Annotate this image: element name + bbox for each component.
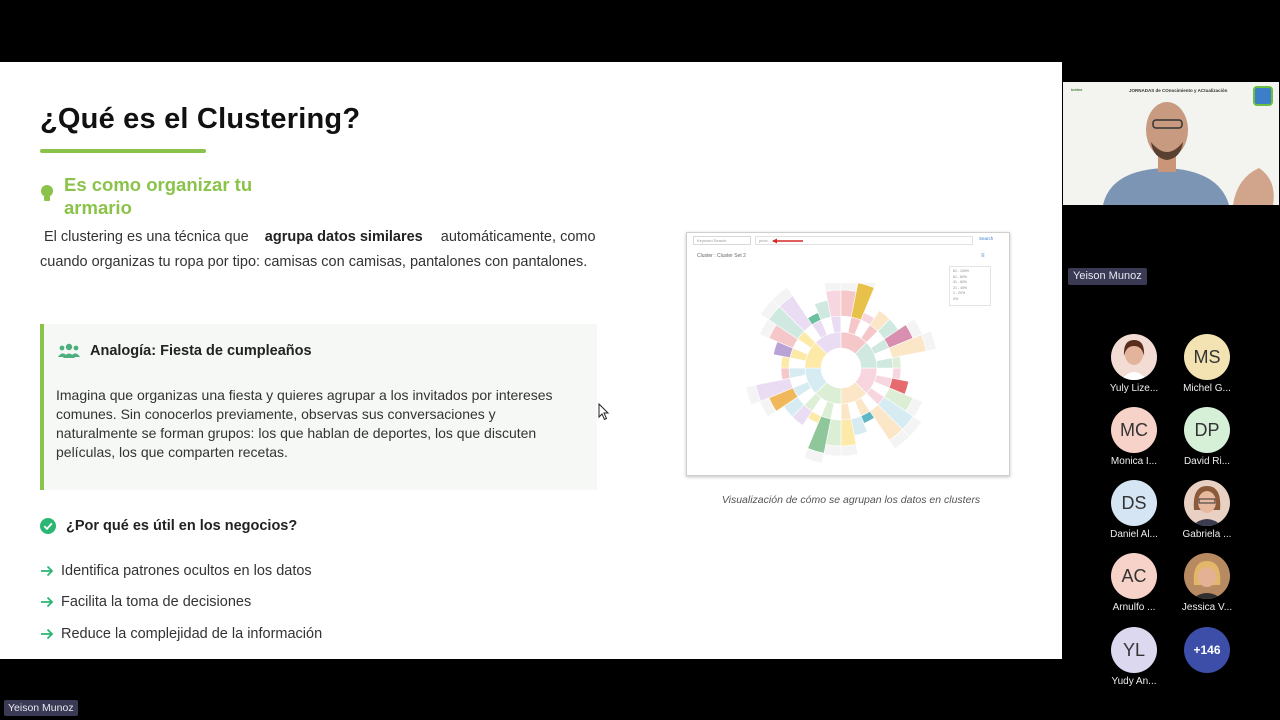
legend-item: 81 - 100%: [953, 269, 969, 273]
analogy-text: Imagina que organizas una fiesta y quieres agrupar a los invitados por intereses comunes. Sin conocerlos previamente, observas sus conversaciones y naturalmente se forman grupos: los que hablan de deportes, los que discuten películas, los que comparten recetas.: [56, 387, 553, 460]
speaker-video[interactable]: [1063, 82, 1279, 205]
why-header: [40, 518, 297, 534]
arrow-right-icon: [40, 596, 54, 608]
participant-tile[interactable]: [1167, 480, 1247, 540]
participant-name: Gabriela ...: [1182, 529, 1232, 540]
embedded-search-button: Search: [979, 236, 994, 241]
legend-item: 41 - 60%: [953, 280, 968, 284]
participant-photo: [1184, 553, 1230, 599]
presenter-name-tag: Yeison Munoz: [4, 700, 78, 716]
intro-paragraph: [40, 225, 600, 275]
benefit-text: Reduce la complejidad de la información: [61, 625, 323, 642]
avatar: [1184, 553, 1230, 599]
participant-name: David Ri...: [1183, 456, 1231, 467]
participant-name: Yudy An...: [1111, 676, 1157, 687]
avatar: DP: [1184, 407, 1230, 453]
participant-name: Michel G...: [1183, 383, 1231, 394]
speaker-name-tag: Yeison Munoz: [1068, 268, 1147, 285]
legend-item: 61 - 80%: [953, 274, 968, 279]
check-circle-icon: [40, 518, 56, 534]
embedded-field: price: [755, 236, 973, 245]
participant-tile[interactable]: [1094, 553, 1174, 613]
avatar: AC: [1111, 553, 1157, 599]
benefits-list: [40, 555, 322, 650]
benefit-text: Identifica patrones ocultos en los datos: [61, 562, 312, 579]
cluster-visualization-image: [686, 232, 1010, 476]
analogy-title: Analogía: Fiesta de cumpleaños: [90, 343, 312, 359]
legend-item: 1 - 20%: [953, 291, 966, 295]
why-title: ¿Por qué es útil en los negocios?: [66, 518, 298, 534]
users-icon: [58, 343, 80, 359]
participant-tile[interactable]: [1094, 627, 1174, 687]
sunburst-segment: [892, 356, 901, 368]
embedded-legend: [949, 266, 991, 306]
slide-title: ¿Qué es el Clustering?: [40, 103, 361, 135]
participant-photo: [1184, 480, 1230, 526]
avatar: YL: [1111, 627, 1157, 673]
shared-slide: [0, 62, 1062, 659]
avatar: MS: [1184, 334, 1230, 380]
sunburst-center: [822, 349, 860, 387]
avatar: [1111, 334, 1157, 380]
analogy-header: [58, 343, 312, 359]
embedded-cluster-label: Cluster : Cluster Set 2: [697, 253, 746, 259]
participant-tile[interactable]: [1094, 480, 1174, 540]
participant-tile[interactable]: [1094, 407, 1174, 467]
participant-tile[interactable]: [1094, 334, 1174, 394]
legend-item: 0%: [953, 296, 959, 301]
participant-tile[interactable]: [1167, 407, 1247, 467]
subheading-text: Es como organizar tu armario: [64, 174, 253, 218]
participant-name: Yuly Lize...: [1109, 383, 1159, 394]
sunburst-segment: [781, 368, 790, 380]
list-item: [40, 618, 322, 650]
speaker-logo: icetex: [1071, 87, 1083, 92]
image-caption: Visualización de cómo se agrupan los datos en clusters: [721, 494, 981, 506]
red-arrow-icon: [771, 238, 805, 244]
analogy-box: [40, 324, 597, 490]
intro-text-start: El clustering es una técnica que: [44, 229, 249, 245]
participant-name: Monica I...: [1110, 456, 1158, 467]
mouse-cursor-icon: [598, 403, 610, 421]
intro-text-rest: como cuando organizas tu ropa por tipo: camisas con camisas, pantalones con pantalones.: [40, 229, 596, 270]
avatar: [1184, 480, 1230, 526]
intro-text-bold: agrupa datos similares: [264, 229, 423, 245]
title-underline: [40, 149, 206, 153]
participant-photo: [1111, 334, 1157, 380]
legend-item: 21 - 40%: [953, 285, 968, 290]
sunburst-segment: [824, 283, 841, 291]
participant-name: Arnulfo ...: [1112, 602, 1156, 613]
sunburst-graphic: [739, 283, 943, 469]
embedded-search-input: Keyword Search: [693, 236, 751, 245]
avatar: DS: [1111, 480, 1157, 526]
lightbulb-icon: [38, 183, 60, 207]
list-item: [40, 555, 322, 587]
sunburst-segment: [841, 445, 858, 456]
more-participants-count: +146: [1184, 627, 1230, 673]
sunburst-segment: [892, 368, 901, 380]
avatar: MC: [1111, 407, 1157, 453]
more-participants-button[interactable]: [1167, 627, 1247, 673]
speaker-banner: JORNADAS de COnocimiento y ACtualización: [1129, 88, 1228, 93]
arrow-right-icon: [40, 628, 54, 640]
menu-icon: ≡: [981, 253, 985, 259]
arrow-right-icon: [40, 565, 54, 577]
participant-name: Jessica V...: [1181, 602, 1233, 613]
intro-text-end: automáticamente,: [440, 229, 557, 245]
subheading: [38, 173, 304, 219]
sunburst-segment: [824, 445, 841, 456]
sunburst-segment: [781, 356, 790, 368]
speaker-person-icon: [1063, 82, 1279, 205]
participant-tile[interactable]: [1167, 553, 1247, 613]
sunburst-segment: [841, 283, 858, 291]
participant-name: Daniel Al...: [1110, 529, 1158, 540]
list-item: [40, 587, 322, 619]
benefit-text: Facilita la toma de decisiones: [61, 594, 252, 611]
participant-tile[interactable]: [1167, 334, 1247, 394]
